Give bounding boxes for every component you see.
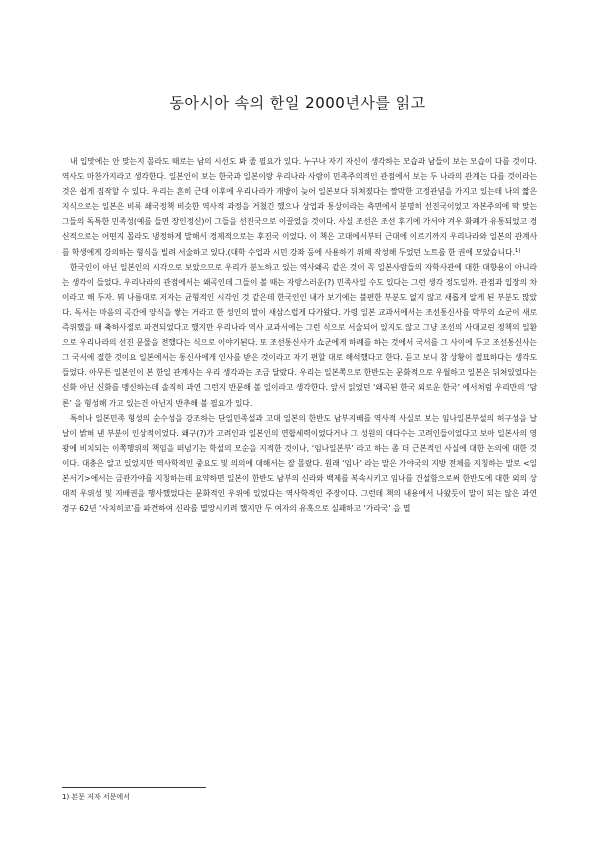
document-title: 동아시아 속의 한일 2000년사를 읽고 bbox=[169, 94, 426, 112]
paragraph-text: 내 입맛에는 안 맞는지 몰라도 때로는 남의 시선도 봐 줄 필요가 있다. 누구나 자기 자신이 생각하는 모습과 남들이 보는 모습이 다를 것이다. 역사도 마찬가지라고 생각한다. 일본인이 보는 한국과 일본이랑 우리나라 사람이 민족주의적인 관점에서 보는 두 나라의 관계는 다를 것이라는 것은 쉽게 짐작할 수 있다. 우리는 흔히 근대 이후에 우리나라가 개방이 늦어 일본보다 뒤쳐졌다는 짤막한 고정관념을 가지고 있는데 나의 짧은 지식으로는 일본은 비록 쇄국정책 비슷한 역사적 과정을 거쳤긴 했으나 상업과 통상이라는 측면에서 분명히 선진국이었고 자본주의에 딱 맞는 그들의 독특한 민족성(예를 들면 장인정신)이 그들을 선진국으로 이끌었을 것이다. 사실 조선은 조선 후기에 가서야 겨우 화폐가 유통되었고 경신적으로는 어떤지 몰라도 냉정하게 말해서 경제적으로는 후진국 이었다. 이 책은 고대에서부터 근대에 이르기까지 우리나라와 일본의 관계사를 학생에게 강의하는 형식을 빌려 서술하고 있다.(대학 수업과 시민 강좌 등에 사용하기 위해 작성해 두었던 노트를 한 권에 모았습니다. bbox=[62, 157, 537, 257]
footnote-divider bbox=[62, 787, 206, 788]
paragraph-1 bbox=[62, 154, 537, 260]
paragraph-2: 한국인이 아닌 일본인의 시각으로 보았으므로 우리가 분노하고 있는 역사왜곡 같은 것이 꼭 일본사람들의 자학사관에 대한 대항용이 아니라는 생각이 들었다. 우리나라의 관점에서는 왜곡인데 그들이 볼 때는 자랑스러운(?) 민족사일 수도 있다는 그런 생각 정도일까. 관점과 입장의 차이라고 해 두자. 뭐 나름대로 저자는 균형적인 시각인 것 같은데 한국인인 내가 보기에는 불편한 부분도 없지 않고 새롭게 알게 된 부분도 많았다. 독서는 마음의 곡간에 양식을 쌓는 거라고 한 성인의 말이 새삼스럽게 다가왔다. 가령 일본 교과서에서는 조선통신사를 막부의 쇼군이 새로 즉위했을 때 축하사절로 파견되었다고 했지만 우리나라 역사 교과서에는 그런 식으로 서술되어 있지도 않고 그냥 조선의 사대교린 정책의 일환으로 우리나라의 선진 문물을 전했다는 식으로 이야기된다. 또 조선통신사가 쇼군에게 하례를 하는 것에서 국서를 그 사이에 두고 조선통신사는 그 국서에 절한 것이요 일본에서는 통신사에게 인사를 받은 것이라고 자기 편할 대로 해석했다고 한다. 듣고 보니 참 상황이 절묘하다는 생각도 들었다. 아무튼 일본인이 본 한일 관계사는 우리 생각과는 조금 달랐다. 우리는 일본쪽으로 한반도는 문화적으로 우월하고 일본은 뒤쳐있었다는 신화 아닌 신화를 맹신하는데 솔직히 과연 그런지 반문해 볼 일이라고 생각한다. 앞서 읽었던 ‘왜곡된 한국 외로운 한국’ 에서처럼 우리만의 ‘담론’ 을 형성해 가고 있는건 아닌지 반추해 볼 필요가 있다. bbox=[62, 262, 537, 408]
paragraph-3: 특히나 일본민족 형성의 순수성을 강조하는 단일민족설과 고대 일본의 한반도 남부지배를 역사적 사실로 보는 임나일본부설의 허구성을 날날이 밝혀 낸 부분이 인상적이었다. 왜구(?)가 고려인과 일본인의 연합세력이었다거나 그 성원의 대다수는 고려인들이었다고 보아 일본사의 영광에 비치되는 이쪽행위의 책임을 떠넘기는 학설의 모순을 지적한 것이나, ‘임나일본부’ 라고 하는 좀 더 근본적인 사실에 대한 논의에 대한 것이다. 대충은 알고 있었지만 역사학적인 중요도 및 의의에 대해서는 잘 몰랐다. 원래 ‘임나’ 라는 말은 가야국의 지방 전체를 지칭하는 말로 <일본서기>에서는 금관가야를 지칭하는데 요약하면 일본이 한반도 남부의 신라와 백제를 복속시키고 임나를 건설함으로써 한반도에 대한 외의 상대적 우위성 및 지배권을 행사했었다는 문화적인 우위에 있었다는 역사학적인 주장이다. 그런데 책의 내용에서 나왔듯이 말이 되는 않은 과연 경구 62년 ‘사치히코’를 파견하여 신라를 멸망시키려 했지만 두 여자의 유혹으로 실패하고 ‘가라국’ 을 멸 bbox=[62, 413, 537, 514]
document-body bbox=[62, 154, 537, 516]
footnote: 1) 본문 저자 서문에서 bbox=[62, 793, 130, 801]
footnote-reference: 1) bbox=[514, 247, 521, 254]
